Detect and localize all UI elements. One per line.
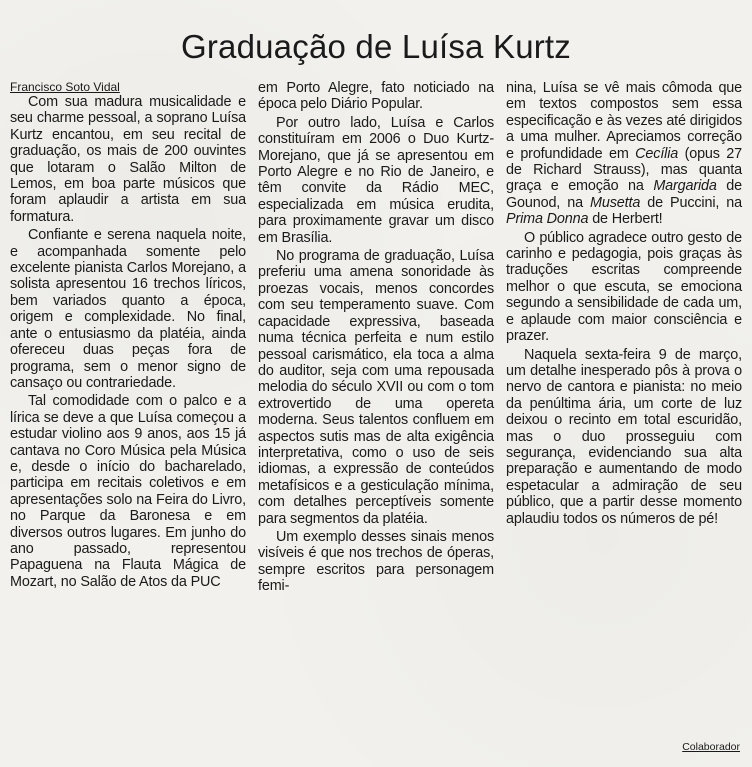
credit-label: Colaborador <box>682 741 740 753</box>
paragraph: em Porto Alegre, fato noticiado na época pelo Diário Popular. <box>258 80 494 113</box>
paragraph: O público agradece outro gesto de carinho e pedagogia, pois graças às traduções escritas compreende melhor o que escuta, se emociona segundo a sensibilidade de cada um, e aplaude com maior consciência e prazer. <box>506 229 742 345</box>
text-run: nina, Luísa se vê mais cômoda que em textos compostos sem essa especificação e às vezes até dirigidos a uma mulher. Apreciamos correção e profundidade em <box>506 80 742 162</box>
paragraph: Confiante e serena naquela noite, e acompanhada somente pelo excelente pianista Carlos Morejano, a solista apresentou 16 trechos líricos, bem variados quanto a época, origem e complexidade. No final, ante o entusiasmo da platéia, ainda ofereceu duas peças fora de programa, sem o menor signo de cansaço ou contrariedade. <box>10 227 246 391</box>
paragraph <box>506 80 742 228</box>
author-byline: Francisco Soto Vidal <box>10 80 120 94</box>
paragraph: No programa de graduação, Luísa preferiu uma amena sonoridade às proezas vocais, menos concordes com seu temperamento suave. Com capacidade expressiva, baseada numa técnica perfeita e num estilo pessoal carismático, ela toca a alma do auditor, seja com uma repousada melodia do século XVII ou com o tom extrovertido de uma opereta moderna. Seus talentos confluem em aspectos sutis mas de alta exigência interpretativa, como o uso de seis idiomas, a expressão de conteúdos metafísicos e a gesticulação mínima, com detalhes perceptíveis somente para segmentos da platéia. <box>258 248 494 527</box>
work-title-musetta: Musetta <box>590 194 641 211</box>
text-run: de Gounod, na <box>506 178 743 211</box>
text-run: (opus 27 de Richard Strauss), mas quanta graça e emoção na <box>506 145 742 195</box>
article-headline: Graduação de Luísa Kurtz <box>180 28 572 65</box>
article-columns <box>10 80 742 595</box>
paragraph: Por outro lado, Luísa e Carlos constituíram em 2006 o Duo Kurtz-Morejano, que já se apresentou em Porto Alegre e no Rio de Janeiro, e têm convite da Rádio MEC, especializada em música erudita, para proximamente gravar um disco em Brasília. <box>258 114 494 246</box>
column-2 <box>258 80 494 595</box>
work-title-prima-donna: Prima Donna <box>506 211 589 228</box>
text-run: de Puccini, na <box>640 194 743 211</box>
work-title-cecilia: Cecília <box>635 145 679 162</box>
paragraph: Com sua madura musicalidade e seu charme pessoal, a soprano Luísa Kurtz encantou, em seu recital de graduação, os mais de 200 ouvintes que lotaram o Salão Milton de Lemos, em boa parte músicos que foram aplaudir a artista em sua formatura. <box>10 94 246 225</box>
column-3 <box>506 80 742 595</box>
work-title-margarida: Margarida <box>653 178 717 195</box>
paragraph: Naquela sexta-feira 9 de março, um detalhe inesperado pôs à prova o nervo de cantora e pianista: no meio da penúltima ária, um corte de luz deixou o recinto em total escuridão, mas o duo prosseguiu com segurança, evidenciando sua alta preparação e aumentando de modo espetacular a admiração de seu público, que a partir desse momento aplaudiu todos os números de pé! <box>506 346 742 527</box>
column-1 <box>10 80 246 595</box>
text-run: de Herbert! <box>588 211 663 228</box>
paragraph: Tal comodidade com o palco e a lírica se deve a que Luísa começou a estudar violino aos 9 anos, aos 15 já cantava no Coro Música pela Música e, desde o início do bacharelado, participa em recitais coletivos e em apresentações solo na Feira do Livro, no Parque da Baronesa e em diversos outros lugares. Em junho do ano passado, representou Papaguena na Flauta Mágica de Mozart, no Salão de Atos da PUC <box>10 393 246 590</box>
paragraph: Um exemplo desses sinais menos visíveis é que nos trechos de óperas, sempre escritos para personagem femi- <box>258 528 494 595</box>
